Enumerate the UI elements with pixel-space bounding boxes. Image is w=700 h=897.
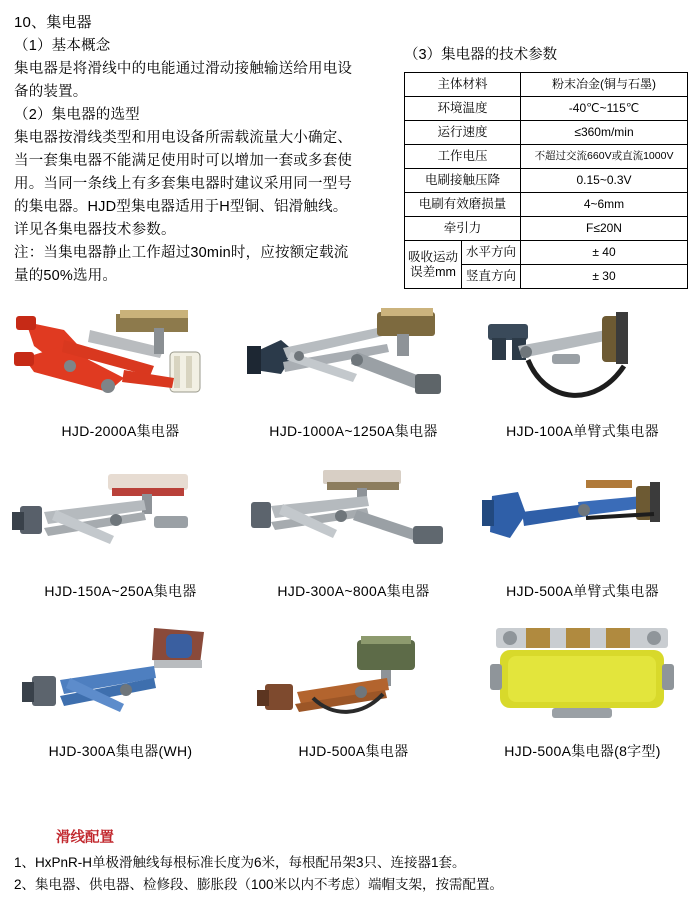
paragraph-1: 集电器是将滑线中的电能通过滑动接触输送给用电设 [14, 61, 353, 77]
spec-subvalue-0: ± 40 [521, 241, 688, 265]
product-image-hjd-300a-800a [237, 460, 470, 582]
spec-value-1: -40℃~115℃ [521, 97, 688, 121]
product-caption-7: HJD-500A集电器 [298, 743, 409, 759]
spec-value-5: 4~6mm [521, 193, 688, 217]
product-caption-2: HJD-100A单臂式集电器 [506, 423, 659, 439]
product-item-1[interactable] [237, 300, 470, 460]
notes-line-0: 1、HxPnR-H单极滑触线每根标准长度为6米，每根配吊架3只、连接器1套。 [14, 855, 466, 870]
product-image-hjd-500a [237, 620, 470, 742]
product-image-hjd-300a-wh [4, 620, 237, 742]
section-heading: 10、集电器 [14, 14, 92, 31]
product-image-hjd-500a-single-arm [466, 460, 699, 582]
product-item-6[interactable] [4, 620, 237, 780]
paragraph-4: 集电器按滑线类型和用电设备所需载流量大小确定、 [14, 130, 353, 146]
spec-table [404, 72, 688, 289]
spec-label-0: 主体材料 [405, 73, 521, 97]
notes-title: 滑线配置 [56, 830, 114, 846]
product-image-hjd-150a [4, 460, 237, 582]
spec-sublabel-0: 水平方向 [462, 241, 521, 265]
spec-value-6: F≤20N [521, 217, 688, 241]
notes-line-1: 2、集电器、供电器、检修段、膨胀段（100米以内不考虑）端帽支架，按需配置。 [14, 877, 504, 892]
paragraph-10: 量的50%选用。 [14, 268, 118, 284]
paragraph-8: 详见各集电器技术参数。 [14, 222, 176, 238]
spec-value-0: 粉末冶金(铜与石墨) [521, 73, 688, 97]
product-caption-8: HJD-500A集电器(8字型) [504, 743, 661, 759]
spec-label-4: 电刷接触压降 [405, 169, 521, 193]
paragraph-5: 当一套集电器不能满足使用时可以增加一套或多套使 [14, 153, 353, 169]
table-row [405, 97, 688, 121]
spec-value-2: ≤360m/min [521, 121, 688, 145]
spec-value-4: 0.15~0.3V [521, 169, 688, 193]
spec-title: （3）集电器的技术参数 [404, 47, 558, 63]
spec-merged-label-line-1: 吸收运动 [408, 249, 459, 264]
paragraph-6: 用。当同一条线上有多套集电器时建议采用同一型号 [14, 176, 353, 192]
notes-section [14, 826, 690, 897]
product-caption-4: HJD-300A~800A集电器 [277, 583, 430, 599]
product-row-1 [0, 300, 700, 460]
spec-value-3: 不超过交流660V或直流1000V [521, 145, 688, 169]
product-caption-3: HJD-150A~250A集电器 [44, 583, 197, 599]
product-item-8[interactable] [466, 620, 699, 780]
paragraph-2: 备的装置。 [14, 84, 88, 100]
product-image-hjd-500a-8-type [466, 620, 699, 742]
spec-label-1: 环境温度 [405, 97, 521, 121]
spec-sublabel-1: 竖直方向 [462, 265, 521, 289]
table-row [405, 121, 688, 145]
product-caption-1: HJD-1000A~1250A集电器 [269, 423, 438, 439]
product-item-5[interactable] [466, 460, 699, 620]
product-item-3[interactable] [4, 460, 237, 620]
product-item-0[interactable] [4, 300, 237, 460]
product-row-3 [0, 620, 700, 780]
product-caption-5: HJD-500A单臂式集电器 [506, 583, 659, 599]
table-row [405, 145, 688, 169]
table-row [405, 241, 688, 265]
product-image-hjd-1000a [237, 300, 470, 422]
product-item-7[interactable] [237, 620, 470, 780]
product-row-2 [0, 460, 700, 620]
spec-label-5: 电刷有效磨损量 [405, 193, 521, 217]
spec-merged-label-line-2: 误差mm [410, 264, 456, 279]
product-image-hjd-2000a [4, 300, 237, 422]
spec-section [404, 44, 688, 289]
product-caption-0: HJD-2000A集电器 [61, 423, 180, 439]
table-row [405, 73, 688, 97]
spec-label-6: 牵引力 [405, 217, 521, 241]
table-row [405, 169, 688, 193]
paragraph-7: 的集电器。HJD型集电器适用于H型铜、铝滑触线。 [14, 199, 348, 215]
article-text [14, 12, 404, 288]
product-item-4[interactable] [237, 460, 470, 620]
spec-subvalue-1: ± 30 [521, 265, 688, 289]
table-row [405, 193, 688, 217]
paragraph-9: 注：当集电器静止工作超过30min时，应按额定载流 [14, 245, 349, 261]
paragraph-3: （2）集电器的选型 [14, 107, 140, 123]
spec-label-3: 工作电压 [405, 145, 521, 169]
product-grid [0, 300, 700, 780]
table-row [405, 217, 688, 241]
spec-label-2: 运行速度 [405, 121, 521, 145]
product-caption-6: HJD-300A集电器(WH) [48, 743, 193, 759]
paragraph-0: （1）基本概念 [14, 38, 111, 54]
spec-merged-label-line1 [405, 241, 462, 289]
product-image-hjd-100a [466, 300, 699, 422]
product-item-2[interactable] [466, 300, 699, 460]
